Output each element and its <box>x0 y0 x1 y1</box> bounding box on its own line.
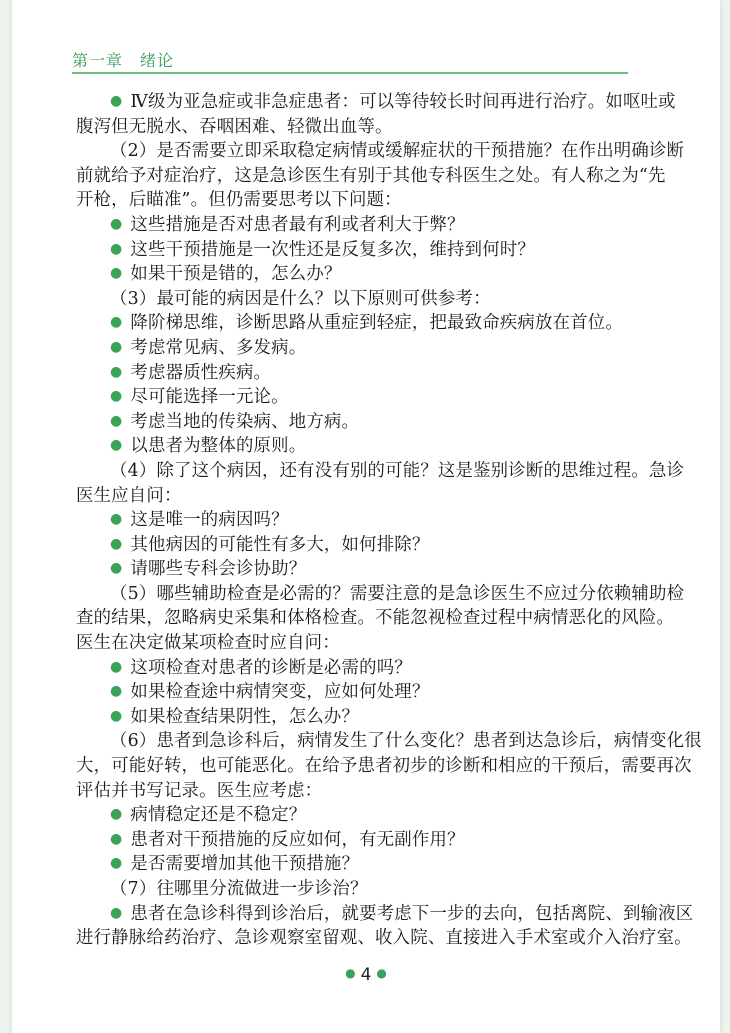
bullet-icon: ● <box>110 855 123 872</box>
bullet-list-item <box>76 385 632 410</box>
bullet-list-item <box>76 852 632 877</box>
bullet-icon: ● <box>110 412 123 429</box>
bullet-list-item <box>76 680 632 705</box>
page-number: 4 <box>360 965 372 985</box>
bullet-icon: ● <box>110 511 123 528</box>
bullet-list-item <box>76 361 632 386</box>
line-text: Ⅳ级为亚急症或非急症患者：可以等待较长时间再进行治疗。如呕吐或 <box>130 92 676 112</box>
paragraph-line <box>76 115 632 140</box>
line-text: 开枪，后瞄准”。但仍需要思考以下问题： <box>76 190 402 211</box>
paragraph-line <box>76 631 632 656</box>
paragraph-line <box>76 188 632 213</box>
paragraph-first-line <box>76 729 702 754</box>
bullet-icon: ● <box>110 806 123 823</box>
line-text: 患者对干预措施的反应如何，有无副作用？ <box>130 829 465 850</box>
line-text: （6）患者到急诊科后，病情发生了什么变化？患者到达急诊后，病情变化很 <box>110 731 702 752</box>
bullet-list-item <box>76 705 632 730</box>
line-text: 尽可能选择一元论。 <box>130 387 289 408</box>
bullet-icon: ● <box>110 707 123 724</box>
bullet-list-item <box>76 656 632 681</box>
paragraph-first-line <box>76 877 632 902</box>
paragraph-first-line <box>76 459 685 484</box>
paragraph-line <box>76 754 692 779</box>
line-text: 如果干预是错的，怎么办？ <box>130 264 342 285</box>
document-page <box>12 0 720 1033</box>
page-number-dot-icon: ● <box>376 966 387 980</box>
line-text: （5）哪些辅助检查是必需的？需要注意的是急诊医生不应过分依赖辅助检 <box>110 583 685 604</box>
bullet-list-item <box>76 336 632 361</box>
bullet-list-item <box>76 434 632 459</box>
line-text: 腹泻但无脱水、吞咽困难、轻微出血等。 <box>76 116 393 137</box>
paragraph-first-line <box>76 287 632 312</box>
line-text: （3）最可能的病因是什么？以下原则可供参考： <box>110 288 491 309</box>
bullet-list-item <box>76 508 632 533</box>
bullet-list-item <box>76 803 632 828</box>
page-number-footer <box>12 965 720 985</box>
bullet-list-item <box>76 902 694 927</box>
bullet-icon: ● <box>110 904 123 921</box>
paragraph-first-line <box>76 139 685 164</box>
bullet-list-item <box>76 311 632 336</box>
line-text: 考虑器质性疾病。 <box>130 362 272 383</box>
line-text: 考虑常见病、多发病。 <box>130 337 307 358</box>
bullet-list-item <box>76 533 632 558</box>
line-text: （7）往哪里分流做进一步诊治？ <box>110 879 368 899</box>
bullet-icon: ● <box>110 338 123 355</box>
paragraph-line <box>76 164 666 189</box>
bullet-list-item <box>76 557 632 582</box>
bullet-icon: ● <box>110 437 123 454</box>
bullet-icon: ● <box>110 560 123 577</box>
bullet-icon: ● <box>110 314 123 331</box>
line-text: 病情稳定还是不稳定？ <box>130 805 307 826</box>
bullet-icon: ● <box>110 265 123 282</box>
body-text <box>76 90 702 951</box>
chapter-title: 第一章 绪论 <box>72 51 175 70</box>
bullet-icon: ● <box>110 215 123 232</box>
bullet-icon: ● <box>110 388 123 405</box>
bullet-list-item <box>76 410 632 435</box>
line-text: 这些措施是否对患者最有利或者利大于弊？ <box>130 214 465 235</box>
line-text: （4）除了这个病因，还有没有别的可能？这是鉴别诊断的思维过程。急诊 <box>110 460 685 481</box>
bullet-icon: ● <box>110 93 123 109</box>
paragraph-line <box>76 926 692 951</box>
line-text: 这项检查对患者的诊断是必需的吗？ <box>130 657 412 678</box>
line-text: 前就给予对症治疗，这是急诊医生有别于其他专科医生之处。有人称之为“先 <box>76 165 666 186</box>
bullet-list-item <box>76 262 632 287</box>
line-text: 大，可能好转，也可能恶化。在给予患者初步的诊断和相应的干预后，需要再次 <box>76 756 692 777</box>
bullet-list-item <box>76 213 632 238</box>
line-text: 患者在急诊科得到诊治后，就要考虑下一步的去向，包括离院、到输液区 <box>130 903 694 924</box>
paragraph-first-line <box>76 582 685 607</box>
bullet-list-item <box>76 828 632 853</box>
paragraph-line <box>76 484 632 509</box>
running-header <box>72 46 628 74</box>
line-text: 如果检查结果阴性，怎么办？ <box>130 706 360 727</box>
line-text: 医生应自问： <box>76 485 182 506</box>
bullet-icon: ● <box>110 830 123 847</box>
line-text: 这是唯一的病因吗？ <box>130 510 289 531</box>
line-text: 医生在决定做某项检查时应自问： <box>76 633 340 654</box>
line-text: 评估并书写记录。医生应考虑： <box>76 780 323 801</box>
bullet-list-item <box>76 90 676 115</box>
line-text: 如果检查途中病情突变，应如何处理？ <box>130 682 430 703</box>
bullet-icon: ● <box>110 535 123 552</box>
line-text: 进行静脉给药治疗、急诊观察室留观、收入院、直接进入手术室或介入治疗室。 <box>76 928 692 949</box>
line-text: 以患者为整体的原则。 <box>130 436 307 457</box>
line-text: 其他病因的可能性有多大，如何排除？ <box>130 534 430 555</box>
line-text: （2）是否需要立即采取稳定病情或缓解症状的干预措施？在作出明确诊断 <box>110 141 685 162</box>
line-text: 降阶梯思维，诊断思路从重症到轻症，把最致命疾病放在首位。 <box>130 313 623 334</box>
paragraph-line <box>76 606 675 631</box>
bullet-icon: ● <box>110 683 123 700</box>
line-text: 请哪些专科会诊协助？ <box>130 559 307 580</box>
paragraph-line <box>76 779 632 804</box>
line-text: 查的结果，忽略病史采集和体格检查。不能忽视检查过程中病情恶化的风险。 <box>76 608 675 629</box>
bullet-icon: ● <box>110 658 123 675</box>
bullet-icon: ● <box>110 363 123 380</box>
page-number-dot-icon: ● <box>345 966 356 980</box>
line-text: 考虑当地的传染病、地方病。 <box>130 411 360 432</box>
line-text: 这些干预措施是一次性还是反复多次，维持到何时？ <box>130 239 536 260</box>
bullet-list-item <box>76 238 632 263</box>
line-text: 是否需要增加其他干预措施？ <box>130 854 360 875</box>
bullet-icon: ● <box>110 240 123 257</box>
